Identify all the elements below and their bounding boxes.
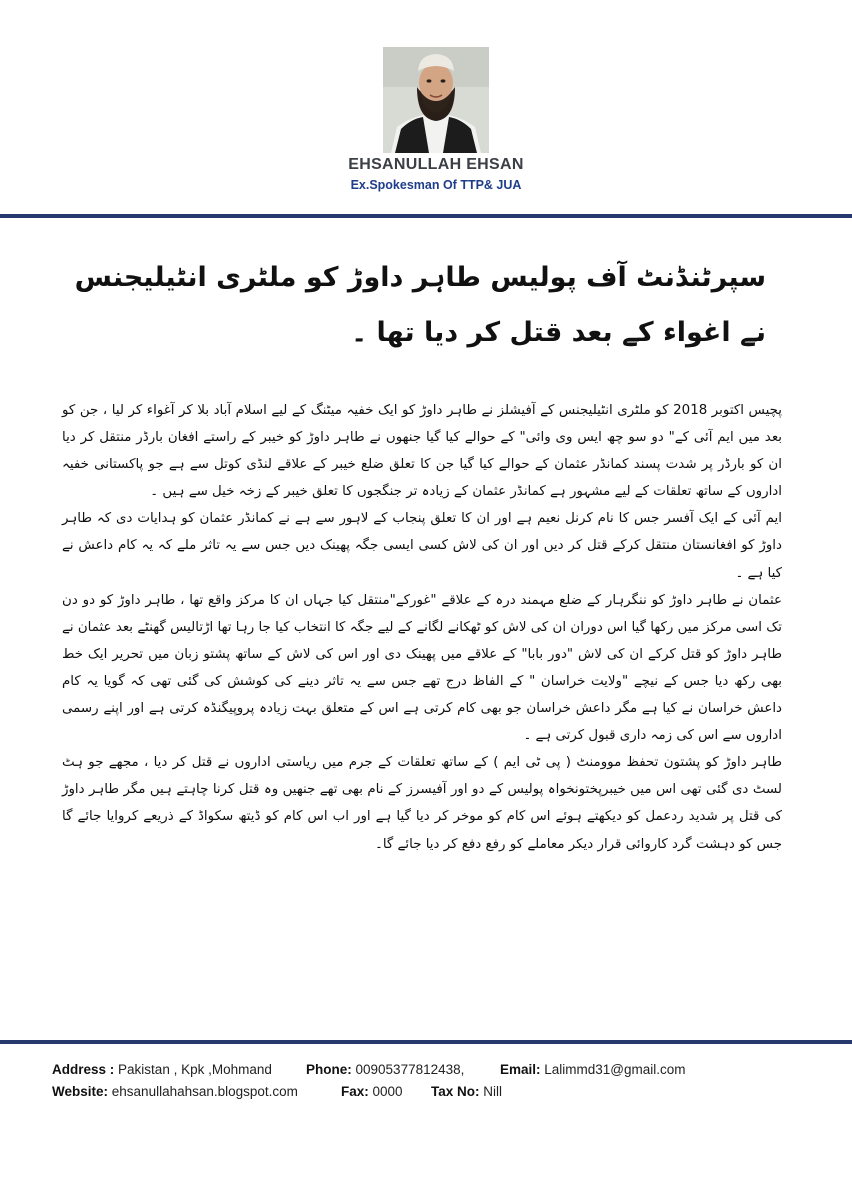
footer-tax bbox=[431, 1084, 502, 1099]
email-value: Lalimmd31@gmail.com bbox=[544, 1062, 686, 1077]
footer-fax bbox=[341, 1084, 403, 1099]
footer-phone bbox=[306, 1062, 464, 1077]
footer-row-1 bbox=[52, 1062, 832, 1084]
email-label: Email: bbox=[500, 1062, 541, 1077]
body-paragraph-3: عثمان نے طاہر داوڑ کو ننگرہار کے ضلع مہمند درہ کے علاقے "غورکے"منتقل کیا جہاں ان کا مرکز واقع تھا ، طاہر داوڑ کو دو دن تک اسی مرکز میں رکھا گیا اس دوران ان کی لاش کو ٹھکانے لگانے کے لیے جگہ کا انتخاب کیا جا رہا تھا اڑتالیس گھنٹے بعد عثمان نے طاہر داوڑ کو قتل کرکے ان کی لاش "دور بابا" کے علاقے میں پھینک دی اور اس کی لاش کے ساتھ پشتو زبان میں تحریر ایک خط بھی رکھ دیا جس کے نیچے "ولایت خراسان " کے الفاظ درج تھے جس سے یہ تاثر دینے کی کوشش کی گئی تھی کہ گویا یہ کام داعش خراسان نے کیا ہے مگر داعش خراسان جو بھی کام کرتی ہے اس کے متعلق بہت زیادہ پروپیگنڈہ کرتی ہے اور اپنے رسمی اداروں سے اس کی زمہ داری قبول کرتی ہے ۔ bbox=[62, 592, 782, 744]
contact-footer bbox=[52, 1062, 832, 1106]
document-body bbox=[62, 397, 782, 858]
author-title: Ex.Spokesman Of TTP& JUA bbox=[350, 178, 522, 192]
phone-label: Phone: bbox=[306, 1062, 352, 1077]
body-paragraph-4: طاہر داوڑ کو پشتون تحفظ موومنٹ ( پی ٹی ایم ) کے ساتھ تعلقات کے جرم میں ریاستی اداروں نے قتل کر دیا ، مجھے جو ہٹ لسٹ دی گئی تھی اس میں خیبرپختونخواہ پولیس کے دو اور آفیسرز کے نام بھی تھے جنھیں وہ قتل کرنا چاہتے ہیں مگر طاہر داوڑ کی قتل پر شدید ردعمل کو دیکھتے ہوئے اس کام کو موخر کر دیا گیا ہے اور اب اس کام کو ڈیتھ سکواڈ کے ذریعے کروایا جائے گا جس کو دہشت گرد کاروائی قرار دیکر معاملے کو رفع دفع کر دیا جائے گا۔ bbox=[62, 755, 782, 852]
fax-value: 0000 bbox=[372, 1084, 403, 1099]
header-divider bbox=[0, 214, 852, 218]
address-value: Pakistan , Kpk ,Mohmand bbox=[118, 1062, 272, 1077]
body-paragraph-2: ایم آئی کے ایک آفسر جس کا نام کرنل نعیم ہے اور ان کا تعلق پنجاب کے لاہور سے ہے نے کمانڈر عثمان کو ہدایات دی کہ طاہر داوڑ کو افغانستان منتقل کرکے قتل کر دیں اور ان کی لاش کسی ایسی جگہ پھینک دیں جس سے یہ تاثر ملے کہ یہ کام داعش نے کیا ہے ۔ bbox=[62, 511, 782, 581]
footer-address bbox=[52, 1062, 272, 1077]
phone-value: 00905377812438, bbox=[355, 1062, 465, 1077]
tax-value: Nill bbox=[483, 1084, 503, 1099]
tax-label: Tax No: bbox=[431, 1084, 480, 1099]
footer-divider bbox=[0, 1040, 852, 1044]
address-label: Address : bbox=[52, 1062, 115, 1077]
footer-website bbox=[52, 1084, 298, 1099]
letterhead bbox=[0, 0, 852, 215]
document-headline: سپرٹنڈنٹ آف پولیس طاہر داوڑ کو ملٹری انٹیلیجنس نے اغواء کے بعد قتل کر دیا تھا ۔ bbox=[74, 262, 766, 348]
website-value: ehsanullahahsan.blogspot.com bbox=[111, 1084, 298, 1099]
website-label: Website: bbox=[52, 1084, 109, 1099]
portrait-photo bbox=[383, 47, 489, 153]
author-name: EHSANULLAH EHSAN bbox=[348, 156, 524, 173]
footer-email bbox=[500, 1062, 686, 1077]
body-paragraph-1: پچیس اکتوبر 2018 کو ملٹری انٹیلیجنس کے آفیشلز نے طاہر داوڑ کو ایک خفیہ میٹنگ کے لیے اسلام آباد بلا کر آغواء کر لیا ، جن کو بعد میں ایم آئی کے" دو سو چھ ایس وی وائی" کے حوالے کیا گیا جنھوں نے طاہر داوڑ کو خیبر کے راستے افغان بارڈر منتقل کر دیا ان کو بارڈر پر شدت پسند کمانڈر عثمان کے حوالے کیا گیا جن کا تعلق ضلع خیبر کے علاقے لنڈی کوتل سے ہے جو پاکستانی خفیہ اداروں کے ساتھ تعلقات کے لیے مشہور ہے کمانڈر عثمان کے زیادہ تر جنگجوں کا تعلق خیبر کے زخہ خیل سے ہیں ۔ bbox=[62, 403, 782, 500]
portrait-image bbox=[383, 47, 489, 153]
footer-row-2 bbox=[52, 1084, 832, 1106]
fax-label: Fax: bbox=[341, 1084, 369, 1099]
